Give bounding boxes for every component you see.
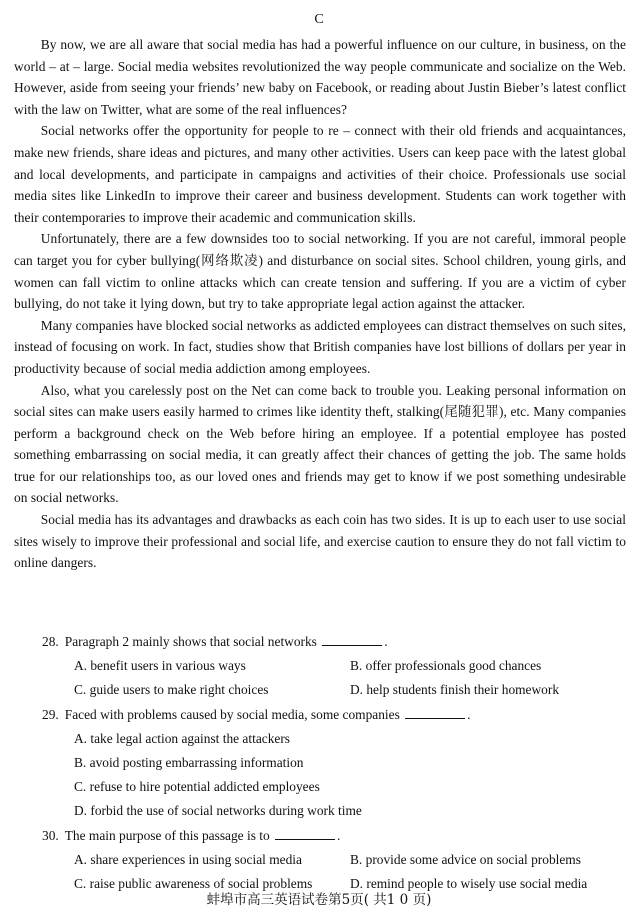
question-stem: [14, 630, 626, 654]
option-c[interactable]: C. refuse to hire potential addicted employees: [74, 779, 320, 795]
question-28: [14, 630, 626, 703]
paragraph-1: By now, we are all aware that social media has had a powerful influence on our culture, in business, on the world – at – large. Social media websites revolutionized the way people communicate and socialize on the Web. However, aside from seeing your friends’ new baby on Facebook, or reading about Justin Bieber’s latest conflict with the law on Twitter, what are some of the real influences?: [14, 37, 626, 117]
options: [14, 654, 626, 702]
answer-blank: [275, 827, 335, 840]
question-end: .: [337, 827, 341, 843]
question-end: .: [467, 706, 471, 722]
option-b[interactable]: B. provide some advice on social problems: [350, 851, 581, 867]
question-text: The main purpose of this passage is to: [64, 827, 270, 843]
question-30: [14, 824, 626, 897]
option-c[interactable]: C. guide users to make right choices: [74, 682, 269, 698]
question-text: Paragraph 2 mainly shows that social networks: [64, 634, 317, 649]
paragraph-3: Unfortunately, there are a few downsides too to social networking. If you are not careful, immoral people can target you for cyber bullying(网络欺凌) and disturbance on social sites. School children, young girls, and women can fall victim to online attacks which can create tension and suffering. If you are a victim of cyber bullying, do not take it lying down, but try to take appropriate legal action against the attacker.: [14, 231, 626, 312]
question-stem: [14, 703, 626, 727]
option-b[interactable]: B. offer professionals good chances: [350, 658, 542, 674]
section-letter: C: [314, 12, 324, 27]
paragraph-4: Many companies have blocked social networks as addicted employees can distract themselves on such sites, instead of focusing on work. In fact, studies show that British companies have lost billions of dollars per year in productivity because of social media addiction among employees.: [14, 317, 626, 376]
question-29: [14, 703, 626, 824]
option-c[interactable]: C. raise public awareness of social problems: [74, 876, 313, 892]
page-footer: 蚌埠市高三英语试卷第5页( 共1 0 页): [206, 892, 432, 908]
question-end: .: [384, 634, 388, 649]
option-a[interactable]: A. share experiences in using social media: [74, 851, 302, 867]
question-number: 28.: [42, 634, 59, 649]
option-d[interactable]: D. forbid the use of social networks during work time: [74, 803, 362, 819]
option-a[interactable]: A. benefit users in various ways: [74, 658, 246, 674]
answer-blank: [322, 633, 382, 646]
reading-passage: [14, 34, 626, 574]
option-a[interactable]: A. take legal action against the attackers: [74, 730, 291, 746]
option-b[interactable]: B. avoid posting embarrassing information: [74, 755, 304, 771]
answer-blank: [405, 706, 465, 719]
paragraph-5: Also, what you carelessly post on the Net can come back to trouble you. Leaking personal information on social sites can make users easily harmed to crimes like identity theft, stalking(尾随犯罪), etc. Many companies perform a background check on the Web before hiring an employee. If a potential employee has posted something embarrassing on social media, it can greatly affect their chances of getting the job. The same holds true for our relationships too, as our loved ones and friends may get to know if we post something undesirable on social networks.: [14, 382, 626, 506]
paragraph-2: Social networks offer the opportunity for people to re – connect with their old friends and acquaintances, make new friends, share ideas and pictures, and many other activities. Users can keep pace with the latest global and local developments, and participate in campaigns and activities of their choice. Professionals use social media sites like LinkedIn to improve their career and business development. Students can work together with their contemporaries to improve their academic and communication skills.: [14, 123, 626, 225]
option-d[interactable]: D. help students finish their homework: [350, 682, 560, 698]
paragraph-6: Social media has its advantages and drawbacks as each coin has two sides. It is up to each user to use social sites wisely to improve their professional and social life, and exercise caution to ensure they do not fall victim to online dangers.: [14, 512, 626, 571]
question-text: Faced with problems caused by social media, some companies: [64, 706, 400, 722]
question-number: 30.: [42, 827, 59, 843]
question-stem: [14, 824, 626, 848]
question-list: [14, 630, 626, 896]
question-number: 29.: [42, 706, 59, 722]
option-d[interactable]: D. remind people to wisely use social media: [350, 876, 588, 892]
options: [14, 727, 626, 824]
